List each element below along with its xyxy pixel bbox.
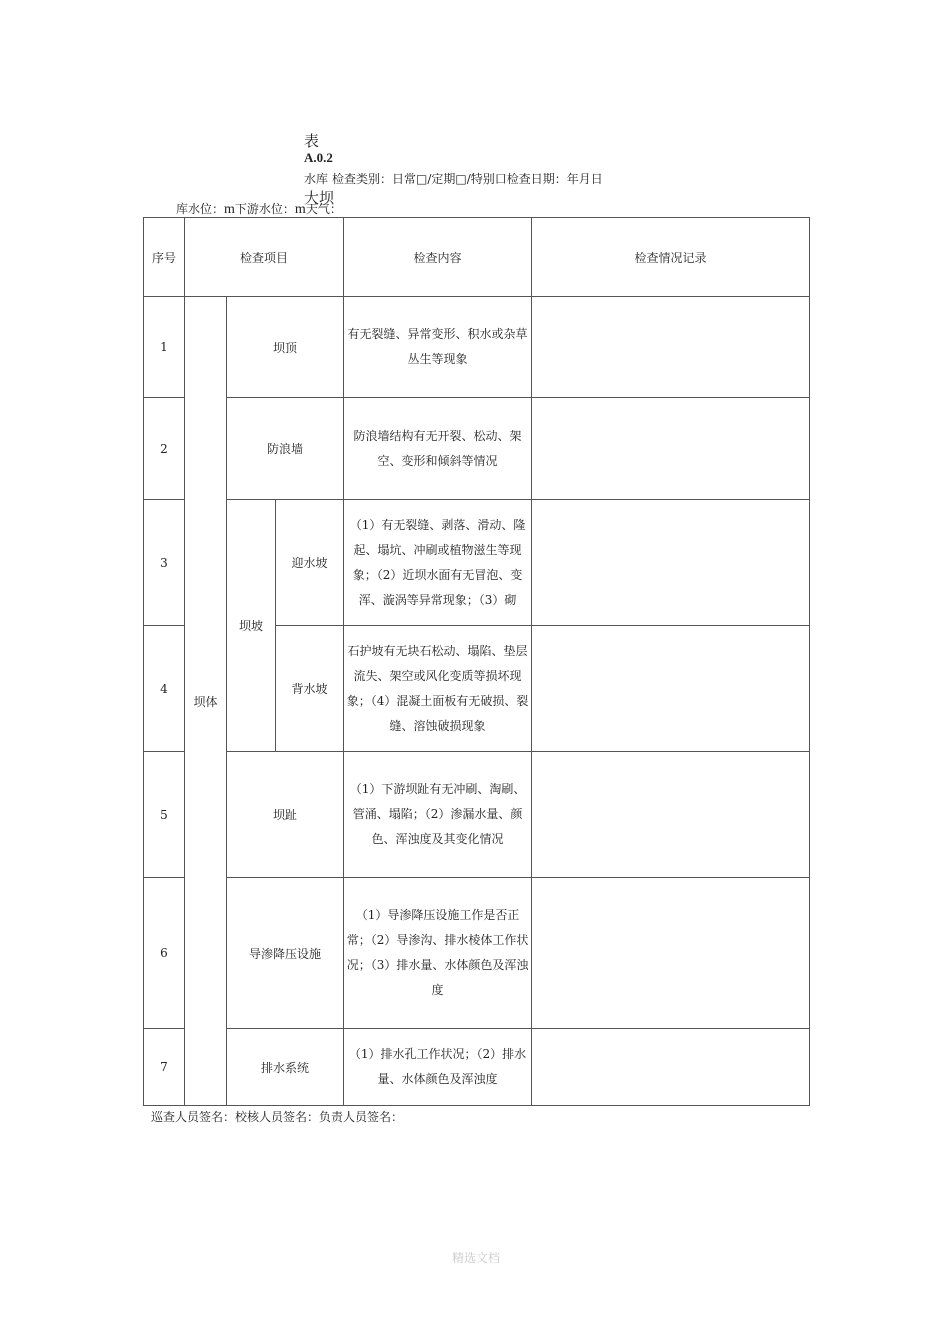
watermark: 精选文档 bbox=[452, 1251, 501, 1265]
row-number: 2 bbox=[144, 398, 185, 500]
table-row bbox=[144, 752, 810, 878]
row-content: （1）下游坝趾有无冲刷、淘刷、管涌、塌陷；（2）渗漏水量、颜色、浑浊度及其变化情况 bbox=[344, 752, 532, 878]
inspection-meta: 检查类别：日常□/定期□/特别口检查日期：年月日 bbox=[332, 172, 603, 186]
row-item: 坝顶 bbox=[227, 297, 344, 398]
record-cell[interactable] bbox=[532, 500, 810, 626]
row-number: 5 bbox=[144, 752, 185, 878]
inspection-table bbox=[143, 217, 810, 1106]
row-content: 石护坡有无块石松动、塌陷、垫层流失、架空或风化变质等损坏现象；（4）混凝土面板有无破损、裂缝、溶蚀破损现象 bbox=[344, 626, 532, 752]
row-item: 导渗降压设施 bbox=[227, 878, 344, 1029]
dam-label: 大坝 bbox=[304, 189, 335, 207]
table-row bbox=[144, 398, 810, 500]
row-item: 迎水坡 bbox=[276, 500, 344, 626]
row-content: 防浪墙结构有无开裂、松动、架空、变形和倾斜等情况 bbox=[344, 398, 532, 500]
downstream-level-label: 下游水位： bbox=[234, 202, 295, 216]
record-cell[interactable] bbox=[532, 752, 810, 878]
col-header-content: 检查内容 bbox=[344, 218, 532, 297]
row-item: 坝趾 bbox=[227, 752, 344, 878]
record-cell[interactable] bbox=[532, 398, 810, 500]
row-content: （1）排水孔工作状况；（2）排水量、水体颜色及浑浊度 bbox=[344, 1029, 532, 1106]
weather-label: 天气： bbox=[305, 202, 342, 216]
table-row bbox=[144, 1029, 810, 1106]
slope-label: 坝坡 bbox=[227, 500, 276, 752]
table-row bbox=[144, 878, 810, 1029]
row-number: 7 bbox=[144, 1029, 185, 1106]
reservoir-level-label: 库水位： bbox=[176, 202, 225, 216]
row-number: 6 bbox=[144, 878, 185, 1029]
reservoir-label: 水库 bbox=[304, 172, 329, 186]
row-number: 3 bbox=[144, 500, 185, 626]
group-label-dam-body: 坝体 bbox=[185, 297, 227, 1106]
table-row bbox=[144, 500, 810, 626]
row-item: 背水坡 bbox=[276, 626, 344, 752]
row-item: 排水系统 bbox=[227, 1029, 344, 1106]
record-cell[interactable] bbox=[532, 1029, 810, 1106]
row-item: 防浪墙 bbox=[227, 398, 344, 500]
table-row bbox=[144, 297, 810, 398]
reservoir-level-unit: m bbox=[224, 202, 235, 217]
row-number: 4 bbox=[144, 626, 185, 752]
row-number: 1 bbox=[144, 297, 185, 398]
table-label: 表 bbox=[304, 132, 320, 150]
record-cell[interactable] bbox=[532, 297, 810, 398]
table-header-row bbox=[144, 218, 810, 297]
record-cell[interactable] bbox=[532, 878, 810, 1029]
signature-line: 巡查人员签名：校核人员签名：负责人员签名： bbox=[151, 1110, 404, 1124]
col-header-no: 序号 bbox=[144, 218, 185, 297]
col-header-item: 检查项目 bbox=[185, 218, 344, 297]
downstream-level-unit: m bbox=[294, 202, 306, 217]
row-content: 有无裂缝、异常变形、积水或杂草丛生等现象 bbox=[344, 297, 532, 398]
col-header-record: 检查情况记录 bbox=[532, 218, 810, 297]
table-code: A.0.2 bbox=[304, 150, 333, 165]
row-content: （1）有无裂缝、剥落、滑动、隆起、塌坑、冲刷或植物滋生等现象；（2）近坝水面有无冒泡、变浑、漩涡等异常现象；（3）砌 bbox=[344, 500, 532, 626]
record-cell[interactable] bbox=[532, 626, 810, 752]
row-content: （1）导渗降压设施工作是否正常；（2）导渗沟、排水棱体工作状况；（3）排水量、水体颜色及浑浊度 bbox=[344, 878, 532, 1029]
water-level-line bbox=[176, 200, 342, 218]
